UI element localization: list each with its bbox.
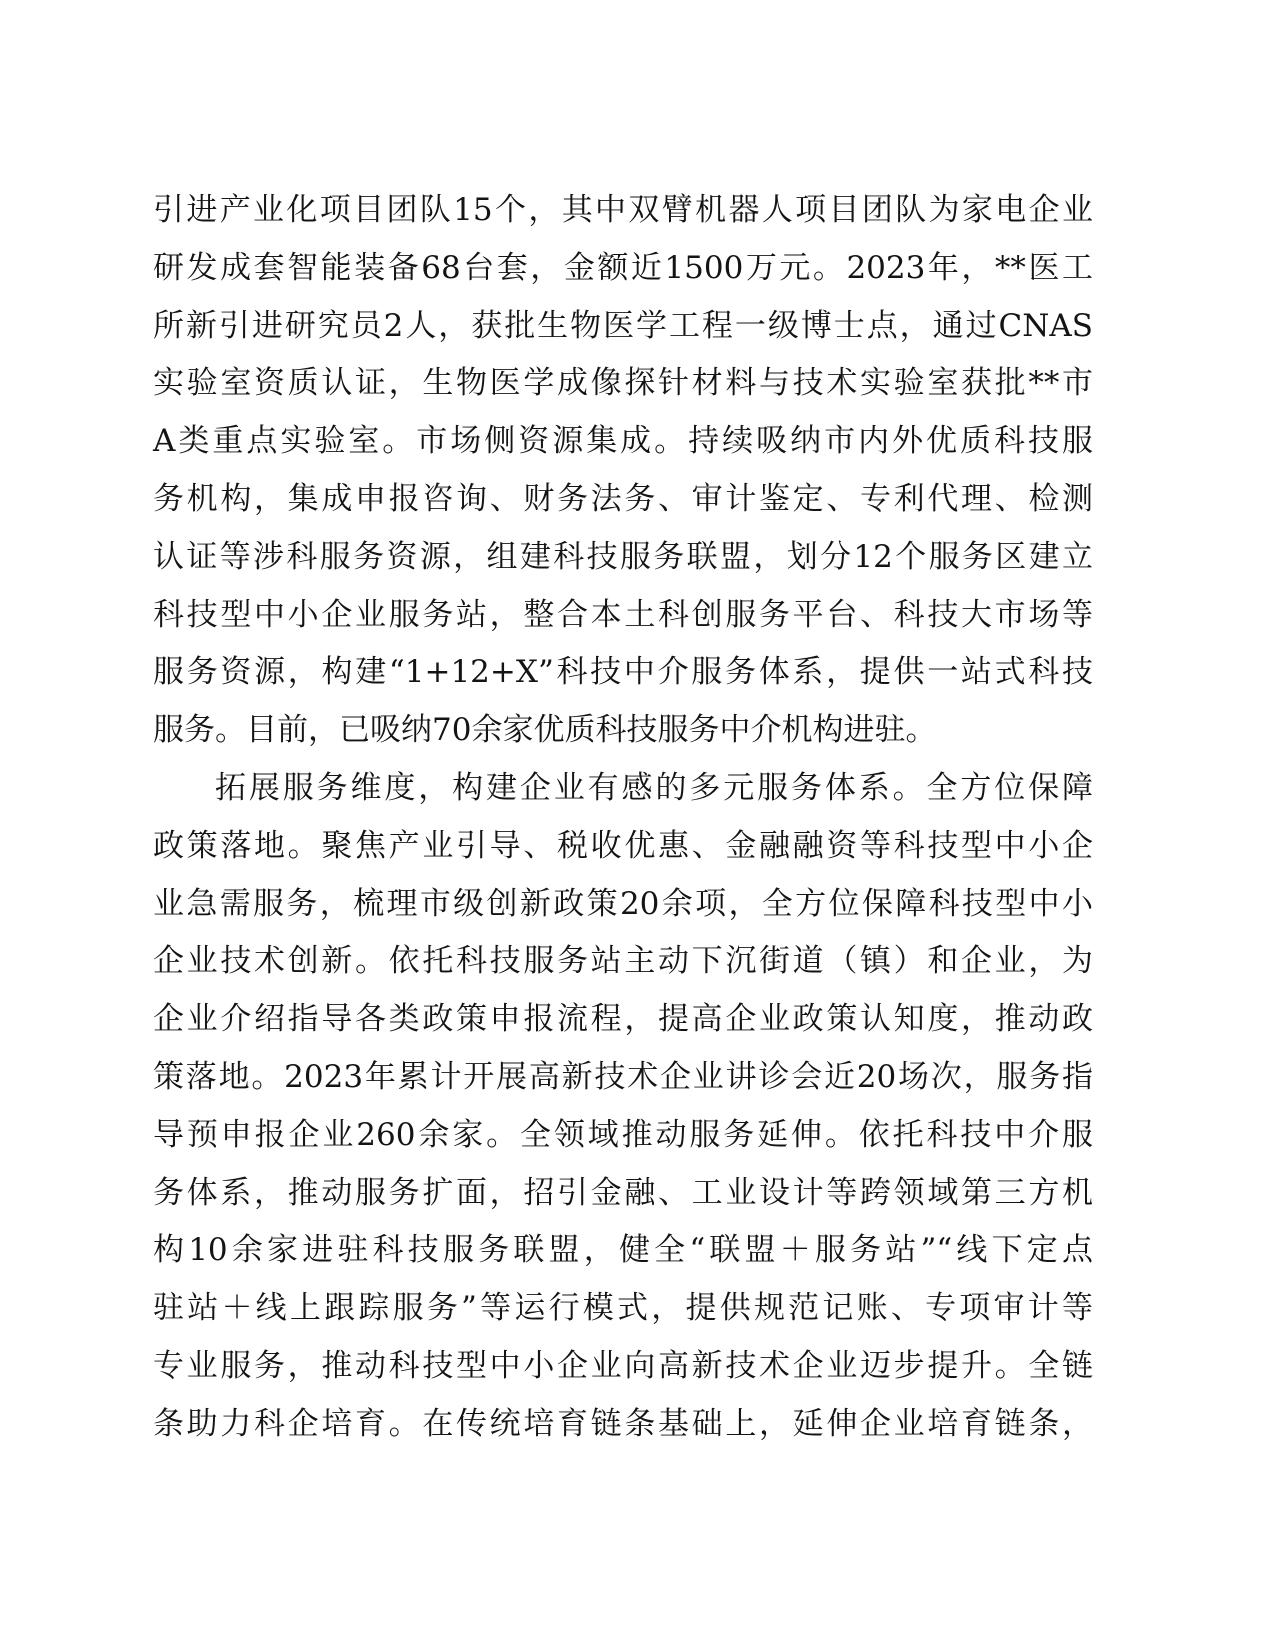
text-line: 务体系，推动服务扩面，招引金融、工业设计等跨领域第三方机 xyxy=(153,1174,1093,1211)
text-line: 科技型中小企业服务站，整合本土科创服务平台、科技大市场等 xyxy=(153,596,1093,633)
text-line: 研发成套智能装备68台套，金额近1500万元。2023年，**医工 xyxy=(153,249,1093,286)
text-line: 导预申报企业260余家。全领域推动服务延伸。依托科技中介服 xyxy=(153,1116,1093,1153)
text-line: 服务。目前，已吸纳70余家优质科技服务中介机构进驻。 xyxy=(153,712,937,749)
text-line: 构10余家进驻科技服务联盟，健全“联盟＋服务站”“线下定点 xyxy=(153,1232,1093,1269)
text-line: 政策落地。聚焦产业引导、税收优惠、金融融资等科技型中小企 xyxy=(153,827,1093,864)
text-line: 条助力科企培育。在传统培育链条基础上，延伸企业培育链条， xyxy=(153,1405,1093,1442)
text-line: 企业技术创新。依托科技服务站主动下沉街道（镇）和企业，为 xyxy=(153,943,1093,980)
text-line: 引进产业化项目团队15个，其中双臂机器人项目团队为家电企业 xyxy=(153,192,1093,228)
text-line: 驻站＋线上跟踪服务”等运行模式，提供规范记账、专项审计等 xyxy=(153,1290,1093,1327)
text-line: 务机构，集成申报咨询、财务法务、审计鉴定、专利代理、检测 xyxy=(153,480,1093,517)
text-line: 所新引进研究员2人，获批生物医学工程一级博士点，通过CNAS xyxy=(153,307,1093,344)
text-line: 企业介绍指导各类政策申报流程，提高企业政策认知度，推动政 xyxy=(153,1001,1093,1038)
text-line: A类重点实验室。市场侧资源集成。持续吸纳市内外优质科技服 xyxy=(153,423,1093,460)
text-line: 专业服务，推动科技型中小企业向高新技术企业迈步提升。全链 xyxy=(153,1347,1093,1384)
paragraph-1 xyxy=(153,182,1093,760)
text-line: 实验室资质认证，生物医学成像探针材料与技术实验室获批**市 xyxy=(153,365,1093,402)
text-line: 拓展服务维度，构建企业有感的多元服务体系。全方位保障 xyxy=(215,770,1093,806)
text-line: 策落地。2023年累计开展高新技术企业讲诊会近20场次，服务指 xyxy=(153,1058,1093,1095)
paragraph-2 xyxy=(153,760,1093,1454)
text-line: 认证等涉科服务资源，组建科技服务联盟，划分12个服务区建立 xyxy=(153,538,1093,575)
text-line: 业急需服务，梳理市级创新政策20余项，全方位保障科技型中小 xyxy=(153,885,1093,922)
text-line: 服务资源，构建“1+12+X”科技中介服务体系，提供一站式科技 xyxy=(153,654,1093,691)
